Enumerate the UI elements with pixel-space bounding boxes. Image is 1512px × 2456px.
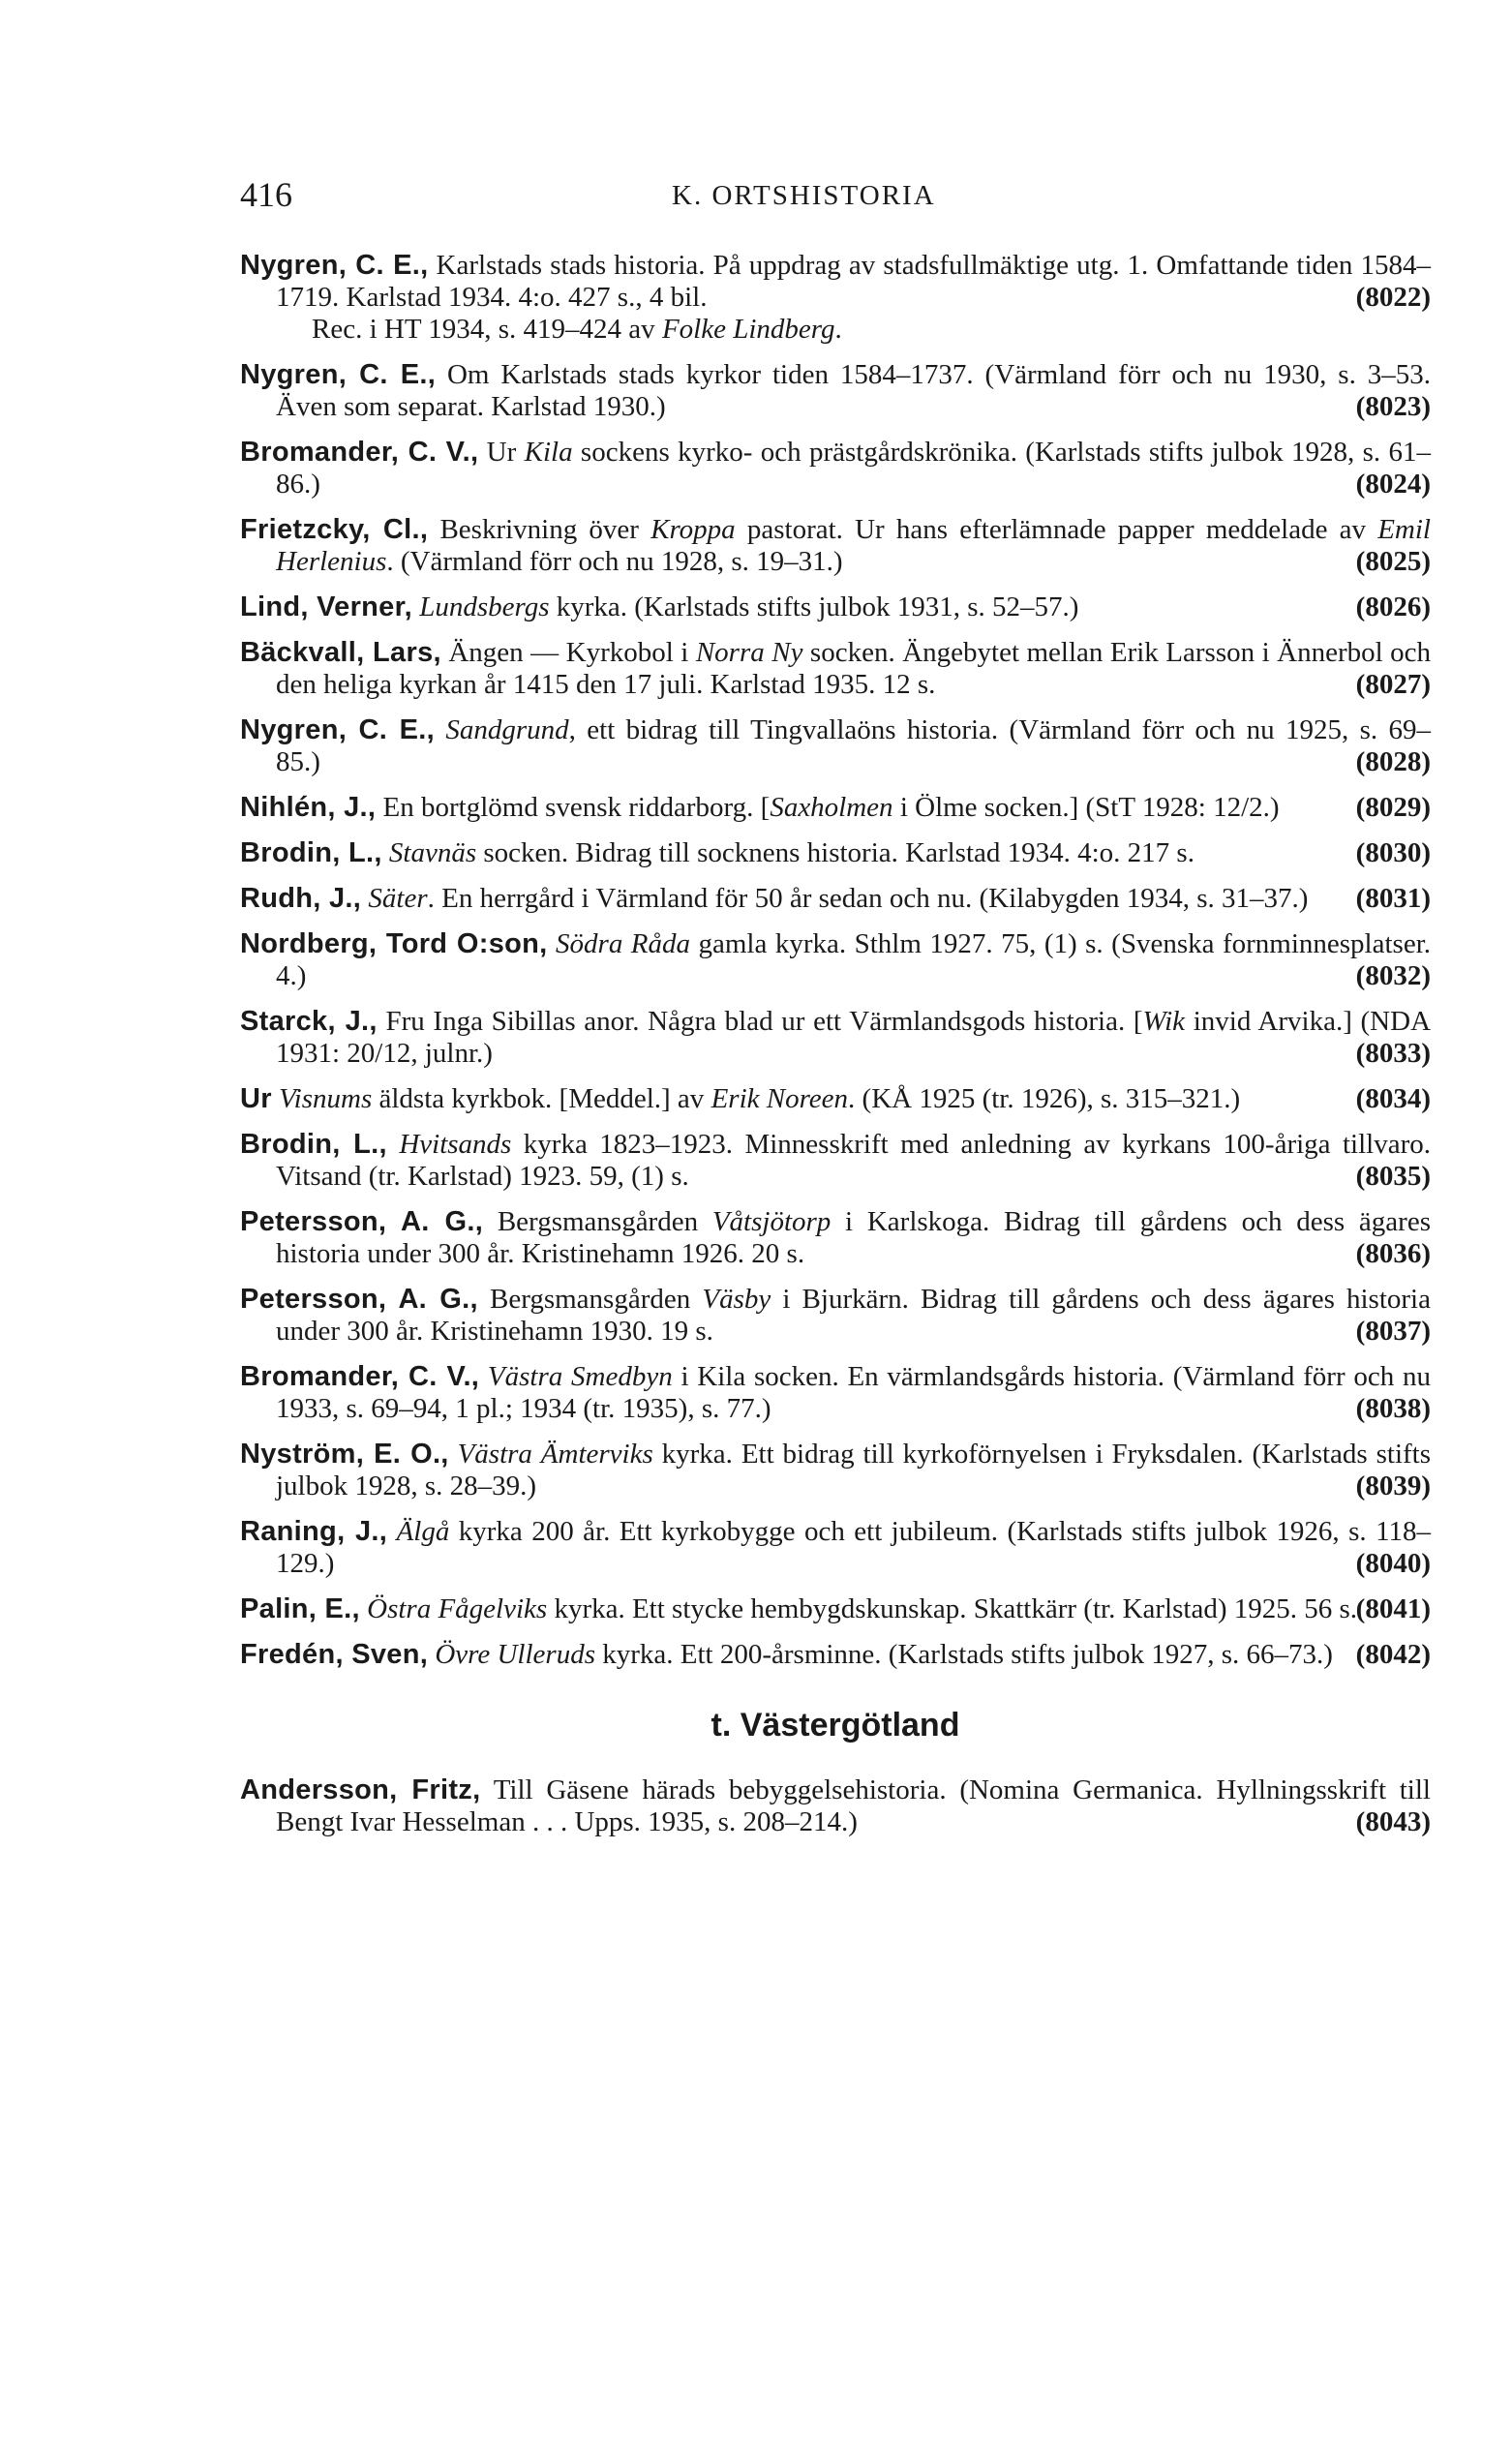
entry-text: Om Karlstads stads kyrkor tiden 1584–1737. (Värmland förr och nu 1930, s. 3–53. Även som separat. Karlstad 1930.) bbox=[276, 359, 1431, 422]
entry-list bbox=[240, 250, 1431, 1671]
bibliography-entry bbox=[240, 1206, 1431, 1270]
entry-text bbox=[435, 714, 445, 745]
entry-reference-number: (8022) bbox=[1355, 282, 1431, 313]
entry-text: Bergsmansgården bbox=[477, 1284, 703, 1315]
entry-reference-number: (8030) bbox=[1355, 837, 1431, 868]
entry-italic-title: Emil Herlenius bbox=[276, 514, 1431, 577]
entry-author: Petersson, A. G., bbox=[240, 1206, 484, 1237]
entry-text: , ett bidrag till Tingvallaöns historia. (Värmland förr och nu 1925, s. 69–85.) bbox=[276, 714, 1431, 777]
entry-reference-number: (8035) bbox=[1355, 1161, 1431, 1192]
bibliography-body bbox=[240, 250, 1431, 1852]
entry-reference-number: (8034) bbox=[1355, 1083, 1431, 1114]
entry-text: Fru Inga Sibillas anor. Några blad ur ett Värmlandsgods historia. [ bbox=[377, 1006, 1143, 1037]
entry-author: Rudh, J., bbox=[240, 883, 362, 914]
entry-text: sockens kyrko- och prästgårdskrönika. (Karlstads stifts julbok 1928, s. 61–86.) bbox=[276, 437, 1431, 500]
entry-author: Lind, Verner, bbox=[240, 591, 412, 622]
bibliography-entry bbox=[240, 883, 1431, 915]
entry-italic-title: Lundsbergs bbox=[419, 591, 550, 622]
entry-reference-number: (8037) bbox=[1355, 1316, 1431, 1347]
entry-text: äldsta kyrkbok. [Meddel.] av bbox=[372, 1083, 711, 1114]
entry-text: i Karlskoga. Bidrag till gårdens och dess ägares historia under 300 år. Kristinehamn 1926. 20 s. bbox=[276, 1206, 1431, 1269]
entry-italic-title: Västra Smedbyn bbox=[487, 1361, 673, 1392]
entry-author: Nygren, C. E., bbox=[240, 359, 437, 390]
bibliography-entry bbox=[240, 792, 1431, 824]
bibliography-entry bbox=[240, 637, 1431, 701]
entry-text: i Kila socken. En värmlandsgårds historia. (Värmland förr och nu 1933, s. 69–94, 1 pl.; 1934 (tr. 1935), s. 77.) bbox=[276, 1361, 1431, 1424]
page-number: 416 bbox=[240, 175, 292, 214]
entry-text bbox=[272, 1083, 279, 1114]
entry-italic-title: Övre Ulleruds bbox=[435, 1639, 595, 1670]
entry-text: . En herrgård i Värmland för 50 år sedan och nu. (Kilabygden 1934, s. 31–37.) bbox=[427, 883, 1309, 914]
review-author: Folke Lindberg bbox=[661, 314, 835, 345]
review-text: Rec. i HT 1934, s. 419–424 av bbox=[312, 314, 662, 345]
entry-reference-number: (8025) bbox=[1355, 546, 1431, 577]
entry-reference-number: (8038) bbox=[1355, 1393, 1431, 1424]
running-title: K. ORTSHISTORIA bbox=[672, 180, 936, 211]
entry-reference-number: (8040) bbox=[1355, 1548, 1431, 1579]
entry-author: Nygren, C. E., bbox=[240, 250, 429, 281]
entry-author: Bromander, C. V., bbox=[240, 437, 479, 468]
entry-author: Ur bbox=[240, 1083, 272, 1114]
bibliography-entry bbox=[240, 437, 1431, 500]
entry-reference-number: (8026) bbox=[1355, 591, 1431, 622]
entry-author: Frietzcky, Cl., bbox=[240, 514, 429, 545]
entry-reference-number: (8027) bbox=[1355, 669, 1431, 700]
entry-author: Starck, J., bbox=[240, 1006, 378, 1037]
entry-text: Ängen — Kyrkobol i bbox=[440, 637, 696, 668]
entry-author: Bromander, C. V., bbox=[240, 1361, 480, 1392]
entry-author: Raning, J., bbox=[240, 1516, 388, 1547]
entry-italic-title: Säter bbox=[368, 883, 428, 914]
entry-text bbox=[387, 1516, 396, 1547]
entry-reference-number: (8032) bbox=[1355, 960, 1431, 991]
entry-text: Karlstads stads historia. På uppdrag av stadsfullmäktige utg. 1. Omfattande tiden 1584–1719. Karlstad 1934. 4:o. 427 s., 4 bil. bbox=[276, 250, 1431, 313]
entry-text: gamla kyrka. Sthlm 1927. 75, (1) s. (Svenska fornminnesplatser. 4.) bbox=[276, 928, 1432, 991]
bibliography-entry bbox=[240, 1006, 1431, 1070]
entry-text: socken. Bidrag till socknens historia. Karlstad 1934. 4:o. 217 s. bbox=[476, 837, 1194, 868]
entry-author: Nyström, E. O., bbox=[240, 1439, 449, 1470]
bibliography-entry bbox=[240, 359, 1431, 423]
bibliography-entry bbox=[240, 1639, 1431, 1671]
entry-text: kyrka 1823–1923. Minnesskrift med anledning av kyrkans 100-åriga tillvaro. Vitsand (tr. Karlstad) 1923. 59, (1) s. bbox=[276, 1129, 1431, 1192]
entry-text bbox=[382, 837, 389, 868]
entry-reference-number: (8043) bbox=[1355, 1806, 1431, 1837]
entry-text: Beskrivning över bbox=[428, 514, 651, 545]
entry-italic-title: Saxholmen bbox=[770, 792, 893, 823]
entry-author: Brodin, L., bbox=[240, 837, 382, 868]
bibliography-entry bbox=[240, 250, 1431, 346]
bibliography-entry bbox=[240, 1516, 1431, 1580]
entry-text: Ur bbox=[478, 437, 525, 468]
entry-italic-title: Hvitsands bbox=[399, 1129, 512, 1160]
bibliography-entry bbox=[240, 591, 1431, 623]
bibliography-entry bbox=[240, 1593, 1431, 1625]
entry-italic-title: Södra Råda bbox=[556, 928, 691, 959]
entry-italic-title: Kroppa bbox=[650, 514, 736, 545]
entry-text: Bergsmansgården bbox=[483, 1206, 712, 1237]
entry-author: Andersson, Fritz, bbox=[240, 1774, 481, 1805]
entry-text: pastorat. Ur hans efterlämnade papper meddelade av bbox=[735, 514, 1378, 545]
entry-italic-title: Stavnäs bbox=[388, 837, 477, 868]
bibliography-entry bbox=[240, 1129, 1431, 1193]
entry-reference-number: (8031) bbox=[1355, 883, 1431, 914]
bibliography-entry bbox=[240, 1439, 1431, 1502]
entry-italic-title: Våtsjötorp bbox=[711, 1206, 832, 1237]
entry-author: Bäckvall, Lars, bbox=[240, 637, 441, 668]
section-heading: t. Västergötland bbox=[711, 1707, 960, 1743]
entry-text bbox=[548, 928, 556, 959]
bibliography-entry bbox=[240, 1361, 1431, 1425]
entry-text: . (Värmland förr och nu 1928, s. 19–31.) bbox=[386, 546, 843, 577]
entry-reference-number: (8024) bbox=[1355, 469, 1431, 500]
entry-author: Brodin, L., bbox=[240, 1129, 387, 1160]
bibliography-entry bbox=[240, 714, 1431, 778]
entry-author: Nordberg, Tord O:son, bbox=[240, 928, 548, 959]
entry-italic-title: Sandgrund bbox=[445, 714, 569, 745]
entry-text: . (KÅ 1925 (tr. 1926), s. 315–321.) bbox=[848, 1083, 1241, 1114]
entry-italic-title: Erik Noreen bbox=[711, 1083, 849, 1114]
entry-italic-title: Väsby bbox=[702, 1284, 771, 1315]
review-text: . bbox=[834, 314, 842, 345]
entry-italic-title: Visnums bbox=[279, 1083, 373, 1114]
entry-review-note bbox=[276, 314, 1431, 346]
entry-text: kyrka. Ett 200-årsminne. (Karlstads stifts julbok 1927, s. 66–73.) bbox=[594, 1639, 1333, 1670]
entry-italic-title: Norra Ny bbox=[695, 637, 803, 668]
entry-reference-number: (8042) bbox=[1355, 1639, 1431, 1670]
entry-text bbox=[449, 1439, 458, 1470]
entry-text: kyrka. (Karlstads stifts julbok 1931, s. 52–57.) bbox=[549, 591, 1079, 622]
entry-author: Fredén, Sven, bbox=[240, 1639, 429, 1670]
entry-author: Nygren, C. E., bbox=[240, 714, 435, 745]
bibliography-entry bbox=[240, 1083, 1431, 1115]
entry-reference-number: (8039) bbox=[1355, 1471, 1431, 1501]
bibliography-entry bbox=[240, 837, 1431, 869]
entry-italic-title: Östra Fågelviks bbox=[367, 1593, 548, 1624]
bibliography-entry bbox=[240, 514, 1431, 578]
entry-text: En bortglömd svensk riddarborg. [ bbox=[376, 792, 771, 823]
section-entry-list bbox=[240, 1774, 1431, 1838]
entry-text bbox=[479, 1361, 488, 1392]
entry-text: socken. Ängebytet mellan Erik Larsson i Ännerbol och den heliga kyrkan år 1415 den 17 juli. Karlstad 1935. 12 s. bbox=[276, 637, 1432, 700]
entry-text: kyrka. Ett stycke hembygdskunskap. Skattkärr (tr. Karlstad) 1925. 56 s. bbox=[547, 1593, 1358, 1624]
entry-text: invid Arvika.] (NDA 1931: 20/12, julnr.) bbox=[276, 1006, 1432, 1069]
entry-text: kyrka. Ett bidrag till kyrkoförnyelsen i Fryksdalen. (Karlstads stifts julbok 1928, s. 28–39.) bbox=[276, 1439, 1432, 1501]
entry-italic-title: Kila bbox=[524, 437, 573, 468]
entry-reference-number: (8023) bbox=[1355, 391, 1431, 422]
entry-italic-title: Västra Ämterviks bbox=[457, 1439, 653, 1470]
entry-italic-title: Wik bbox=[1142, 1006, 1186, 1037]
bibliography-entry bbox=[240, 1774, 1431, 1838]
entry-text: i Bjurkärn. Bidrag till gårdens och dess ägares historia under 300 år. Kristinehamn 1930. 19 s. bbox=[276, 1284, 1431, 1347]
bibliography-entry bbox=[240, 928, 1431, 992]
page-header bbox=[240, 174, 1431, 223]
entry-author: Nihlén, J., bbox=[240, 792, 377, 823]
entry-author: Palin, E., bbox=[240, 1593, 360, 1624]
entry-reference-number: (8036) bbox=[1355, 1238, 1431, 1269]
entry-reference-number: (8041) bbox=[1355, 1593, 1431, 1624]
entry-italic-title: Älgå bbox=[396, 1516, 450, 1547]
entry-text: i Ölme socken.] (StT 1928: 12/2.) bbox=[892, 792, 1280, 823]
entry-text: Till Gäsene härads bebyggelsehistoria. (Nomina Germanica. Hyllningsskrift till Bengt Ivar Hesselman . . . Upps. 1935, s. 208–214.) bbox=[276, 1774, 1431, 1837]
entry-author: Petersson, A. G., bbox=[240, 1284, 478, 1315]
entry-text bbox=[387, 1129, 399, 1160]
bibliography-entry bbox=[240, 1284, 1431, 1348]
entry-reference-number: (8029) bbox=[1355, 792, 1431, 823]
entry-reference-number: (8028) bbox=[1355, 746, 1431, 777]
entry-reference-number: (8033) bbox=[1355, 1038, 1431, 1069]
entry-text: kyrka 200 år. Ett kyrkobygge och ett jubileum. (Karlstads stifts julbok 1926, s. 118–129.) bbox=[276, 1516, 1431, 1579]
